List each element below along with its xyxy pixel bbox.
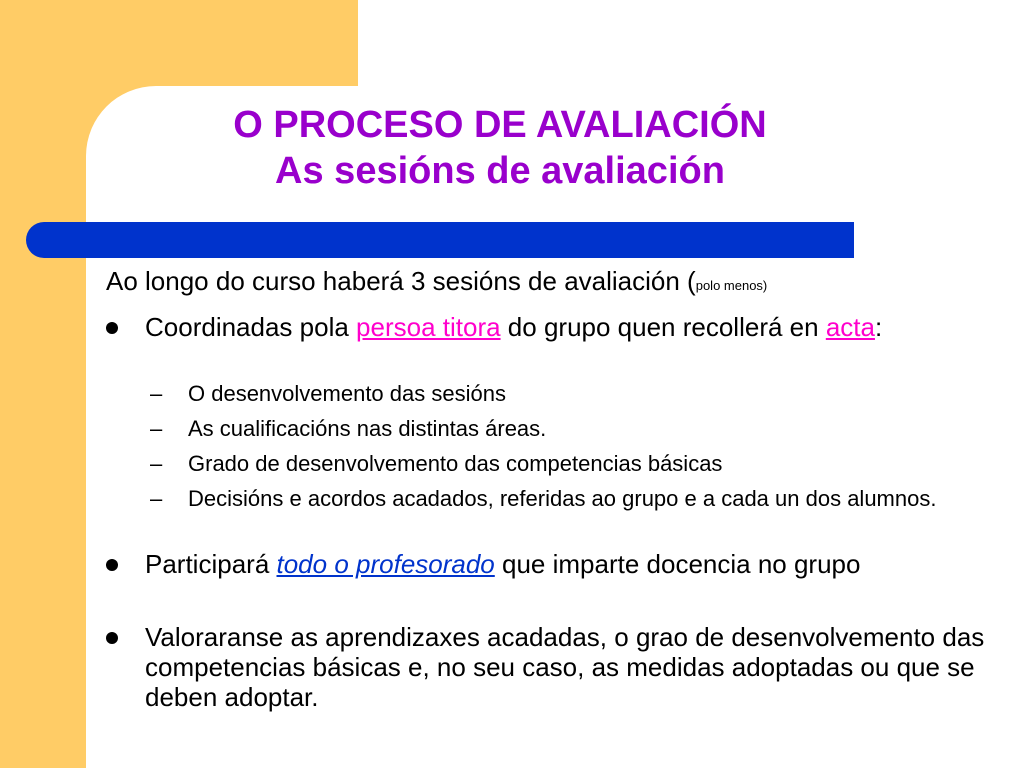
sub-item-text: O desenvolvemento das sesións (188, 381, 506, 406)
bullet2-pre: Participará (145, 549, 277, 579)
dash-icon: – (150, 416, 163, 441)
todo-o-profesorado-link[interactable]: todo o profesorado (276, 549, 495, 579)
bullet1-mid: do grupo quen recollerá en (500, 312, 826, 342)
bullet-coordinadas (106, 312, 986, 376)
bullet-dot-icon (106, 322, 118, 334)
intro-text (106, 266, 1006, 301)
intro-small: polo menos) (695, 278, 768, 293)
bullet2-post: que imparte docencia no grupo (494, 549, 861, 579)
bullet-text (145, 312, 1005, 342)
slide-title (150, 102, 850, 194)
sub-item-text: Grado de desenvolvemento das competencias básicas (188, 451, 723, 476)
bullet-dot-icon (106, 559, 118, 571)
bullet-text: Valoraranse as aprendizaxes acadadas, o grao de desenvolvemento das competencias básicas e, no seu caso, as medidas adoptadas ou que se deben adoptar. (145, 622, 985, 712)
bullet-participara (106, 549, 986, 613)
dash-icon: – (150, 381, 163, 406)
intro-main: Ao longo do curso haberá 3 sesións de avaliación ( (106, 266, 696, 296)
title-line-2: As sesións de avaliación (275, 150, 725, 192)
bullet1-post: : (874, 312, 883, 342)
bullet-text (145, 549, 1005, 579)
bullet-valoraranse (106, 622, 986, 718)
blue-divider-bar (26, 222, 854, 258)
dash-icon: – (150, 486, 163, 511)
bullet-dot-icon (106, 632, 118, 644)
bullet1-pre: Coordinadas pola (145, 312, 357, 342)
dash-icon: – (150, 451, 163, 476)
sub-item-text: As cualificacións nas distintas áreas. (188, 416, 547, 441)
acta-link[interactable]: acta (825, 312, 875, 342)
persoa-titora-link[interactable]: persoa titora (356, 312, 501, 342)
title-line-1: O PROCESO DE AVALIACIÓN (233, 104, 767, 146)
sub-item-text: Decisións e acordos acadados, referidas ao grupo e a cada un dos alumnos. (188, 486, 937, 511)
